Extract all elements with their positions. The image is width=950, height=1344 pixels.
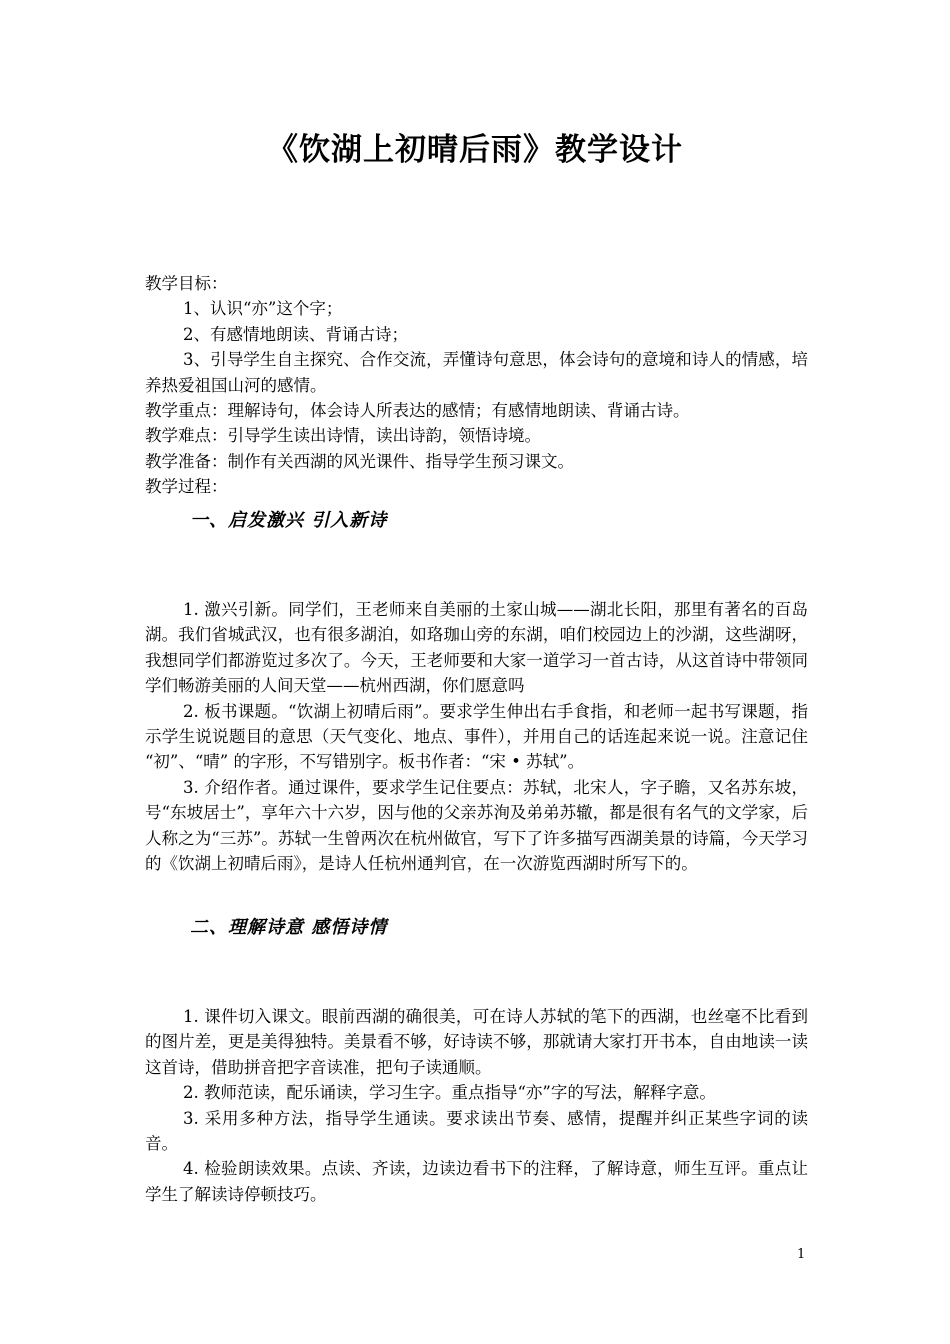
objective-item: 2、有感情地朗读、背诵古诗； [183, 324, 408, 344]
key-point-line: 教学重点：理解诗句，体会诗人所表达的感情；有感情地朗读、背诵古诗。 [145, 401, 690, 421]
section-heading-1: 一、启发激兴 引入新诗 [190, 510, 388, 531]
process-item: 3. 采用多种方法，指导学生通读。要求读出节奏、感情，提醒并纠正某些字词的读音。 [145, 1108, 808, 1154]
process-item: 1. 激兴引新。同学们，王老师来自美丽的土家山城——湖北长阳，那里有著名的百岛湖。我们省城武汉，也有很多湖泊，如珞珈山旁的东湖，咱们校园边上的沙湖，这些湖呀，我想同学们都游览过多次了。今天，王老师要和大家一道学习一首古诗，从这首诗中带领同学们畅游美丽的人间天堂——杭州西湖，你们愿意吗 [145, 600, 808, 696]
process-item: 2. 板书课题。“饮湖上初晴后雨”。要求学生伸出右手食指，和老师一起书写课题，指示学生说说题目的意思（天气变化、地点、事件），并用自己的话连起来说一说。注意记住 “初”、“晴” 的字形，不写错别字。板书作者：“宋 • 苏轼”。 [145, 701, 808, 772]
process-item: 2. 教师范读，配乐诵读，学习生字。重点指导“亦”字的写法，解释字意。 [183, 1083, 716, 1103]
objectives-heading: 教学目标： [145, 274, 228, 293]
difficulty-line: 教学难点：引导学生读出诗情，读出诗韵，领悟诗境。 [145, 426, 541, 446]
objective-item: 1、认识“亦”这个字； [183, 299, 343, 319]
process-heading: 教学过程： [145, 477, 228, 497]
process-item: 1. 课件切入课文。眼前西湖的确很美，可在诗人苏轼的笔下的西湖，也丝毫不比看到的图片差，更是美得独特。美景看不够，好诗读不够，那就请大家打开书本，自由地读一读这首诗，借助拼音把字音读准，把句子读通顺。 [145, 1007, 808, 1077]
intro-block [145, 271, 808, 500]
page-number: 1 [797, 1247, 806, 1262]
document-title: 《饮湖上初晴后雨》教学设计 [267, 132, 683, 168]
process-item: 3. 介绍作者。通过课件，要求学生记住要点：苏轼，北宋人，字子瞻，又名苏东坡，号“东坡居士”，享年六十六岁，因与他的父亲苏洵及弟弟苏辙，都是很有名气的文学家，后人称之为“三苏”。苏轼一生曾两次在杭州做官，写下了许多描写西湖美景的诗篇，今天学习的《饮湖上初晴后雨》，是诗人任杭州通判官，在一次游览西湖时所写下的。 [145, 777, 808, 874]
process-item: 4. 检验朗读效果。点读、齐读，边读边看书下的注释，了解诗意，师生互评。重点让学生了解读诗停顿技巧。 [145, 1159, 808, 1204]
section-1-content [145, 597, 808, 876]
preparation-line: 教学准备：制作有关西湖的风光课件、指导学生预习课文。 [145, 451, 574, 471]
objective-item: 3、引导学生自主探究、合作交流，弄懂诗句意思，体会诗句的意境和诗人的情感，培养热爱祖国山河的感情。 [145, 350, 808, 395]
section-heading-2: 二、理解诗意 感悟诗情 [190, 917, 388, 938]
section-2-content [145, 1004, 808, 1207]
